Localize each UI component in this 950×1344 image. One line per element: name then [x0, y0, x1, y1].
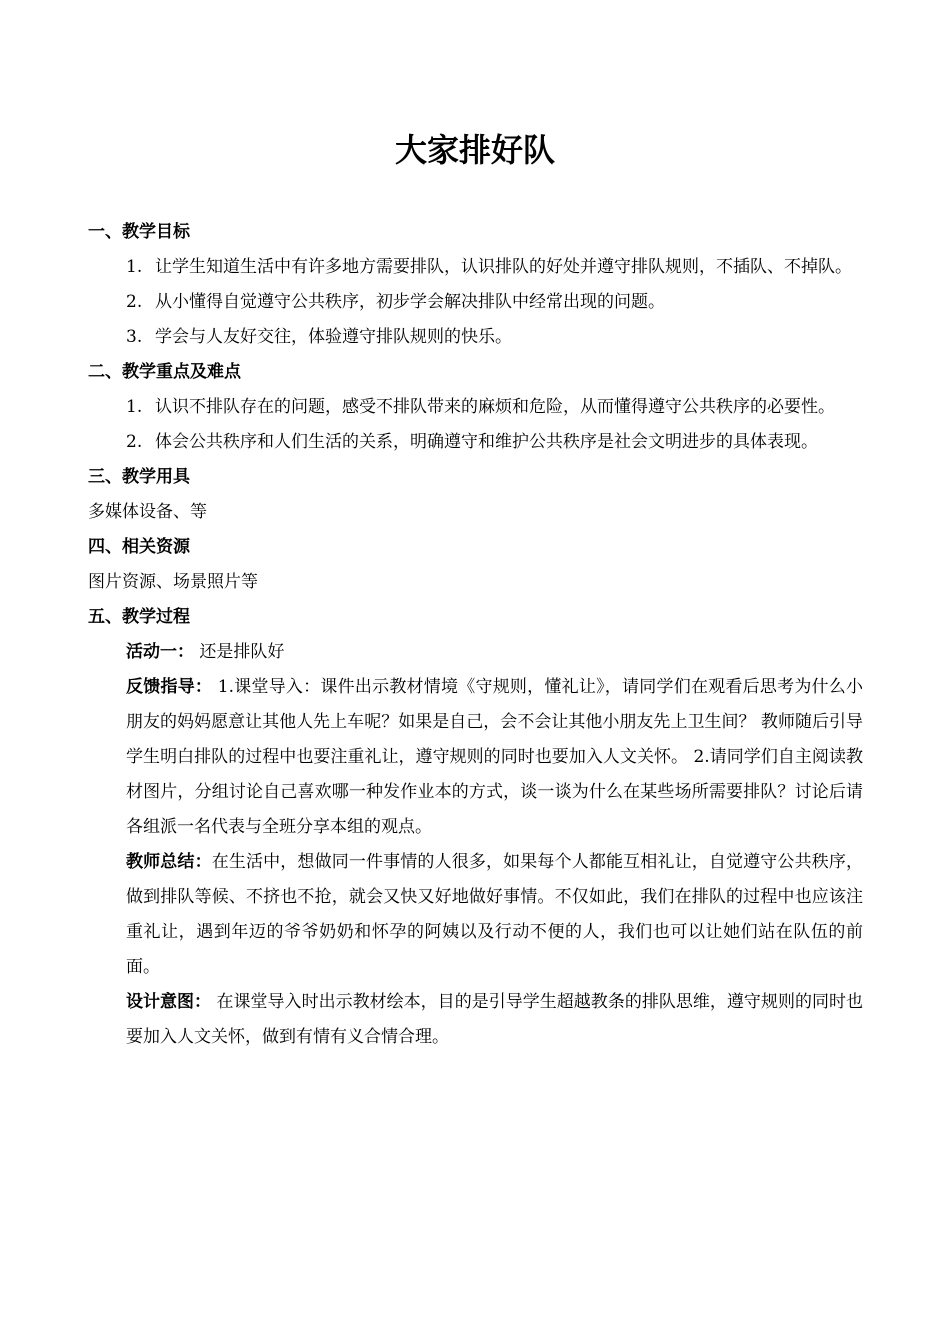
tools-text: 多媒体设备、等 [88, 502, 207, 522]
summary-text: 在生活中，想做同一件事情的人很多，如果每个人都能互相礼让，自觉遵守公共秩序，做到排队等候、不挤也不抢，就会又快又好地做好事情。不仅如此，我们在排队的过程中也应该注重礼让，遇到年迈的爷爷奶奶和怀孕的阿姨以及行动不便的人，我们也可以让她们站在队伍的前面。 [126, 852, 864, 977]
design-paragraph [88, 985, 863, 1055]
summary-label: 教师总结： [126, 852, 212, 872]
list-item: 2. 体会公共秩序和人们生活的关系，明确遵守和维护公共秩序是社会文明进步的具体表现。 [126, 432, 818, 452]
design-label: 设计意图： [126, 992, 212, 1012]
list-item: 1. 认识不排队存在的问题，感受不排队带来的麻烦和危险，从而懂得遵守公共秩序的必要性。 [126, 397, 835, 417]
section-heading-resources: 四、相关资源 [88, 537, 190, 557]
key-points-list [88, 390, 863, 460]
feedback-text: 1.课堂导入：课件出示教材情境《守规则，懂礼让》，请同学们在观看后思考为什么小朋友的妈妈愿意让其他人先上车呢？如果是自己，会不会让其他小朋友先上卫生间？ 教师随后引导学生明白排队的过程中也要注重礼让，遵守规则的同时也要加入人文关怀。 2.请同学们自主阅读教材图片，分组讨论自己喜欢哪一种发作业本的方式，谈一谈为什么在某些场所需要排队？讨论后请各组派一名代表与全班分享本组的观点。 [126, 677, 864, 837]
list-item: 1. 让学生知道生活中有许多地方需要排队，认识排队的好处并遵守排队规则，不插队、不掉队。 [126, 257, 852, 277]
section-heading-process: 五、教学过程 [88, 607, 190, 627]
feedback-label: 反馈指导： [126, 677, 213, 697]
summary-paragraph [88, 845, 863, 985]
section-heading-tools: 三、教学用具 [88, 467, 190, 487]
list-item: 2. 从小懂得自觉遵守公共秩序，初步学会解决排队中经常出现的问题。 [126, 292, 665, 312]
list-item: 3. 学会与人友好交往，体验遵守排队规则的快乐。 [126, 327, 512, 347]
activity-text: 还是排队好 [199, 642, 285, 662]
document-body [88, 215, 863, 1055]
page-title: 大家排好队 [394, 131, 555, 169]
design-text: 在课堂导入时出示教材绘本，目的是引导学生超越教条的排队思维，遵守规则的同时也要加入人文关怀，做到有情有义合情合理。 [126, 992, 864, 1047]
section-heading-key-points: 二、教学重点及难点 [88, 362, 241, 382]
section-heading-objectives: 一、教学目标 [88, 222, 190, 242]
resources-text: 图片资源、场景照片等 [88, 572, 258, 592]
feedback-paragraph [88, 670, 863, 845]
objectives-list [88, 250, 863, 355]
activity-paragraph [88, 635, 863, 670]
activity-label: 活动一： [126, 642, 194, 662]
